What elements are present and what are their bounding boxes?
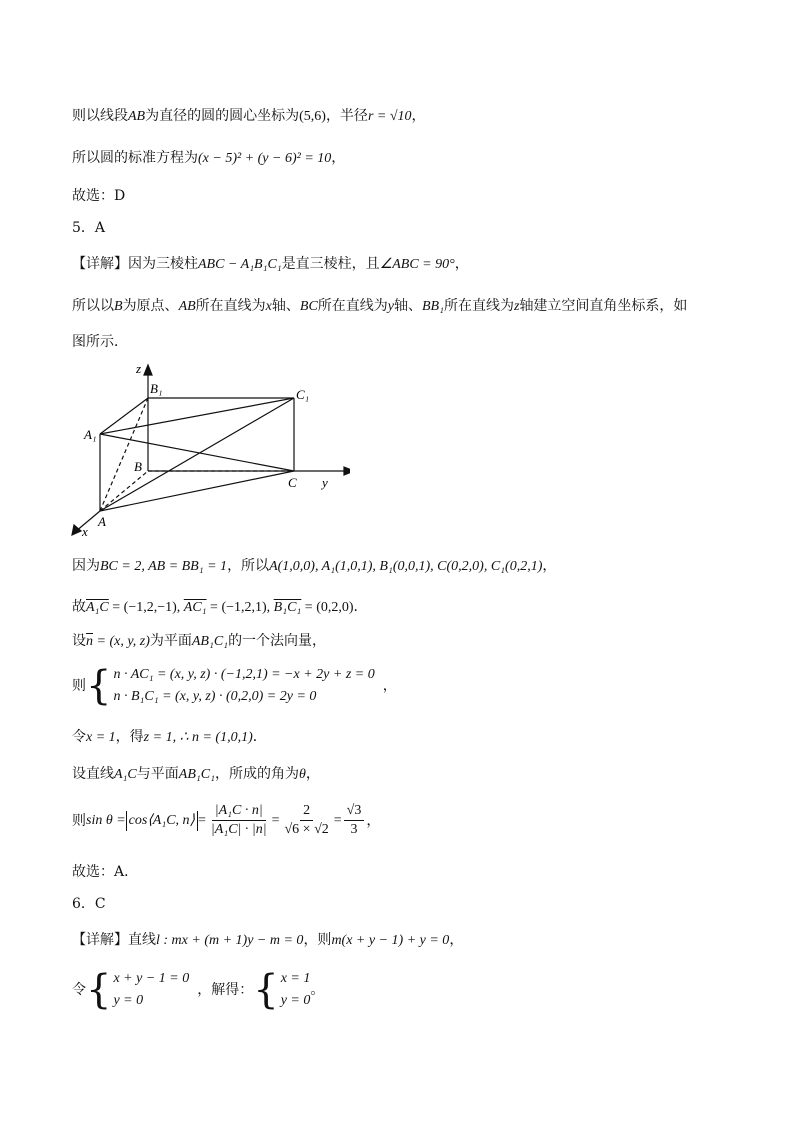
math: ABC − A₁B₁C₁ [198, 257, 282, 272]
vector: A₁C [86, 600, 109, 615]
text-line-13 [72, 764, 320, 785]
text-line-6 [72, 296, 687, 317]
edge-A-B1 [100, 398, 148, 511]
numerator: |A₁C · n| [212, 802, 266, 821]
text: 为平面 [149, 633, 192, 649]
text: ，半径 [325, 108, 368, 124]
math: y [387, 299, 394, 314]
math: A₁C [114, 767, 137, 782]
math: = [198, 812, 206, 828]
label-B1: B₁ [150, 381, 163, 396]
text: ，则 [303, 932, 332, 948]
y-arrow [344, 467, 350, 475]
text: 令 [72, 982, 86, 998]
math: AB₁C₁ [191, 634, 229, 649]
text-line-9 [72, 597, 368, 618]
question-5-header: 5．A [72, 220, 106, 236]
denominator: √6 × √2 [284, 822, 329, 837]
x-arrow [72, 525, 81, 535]
math: r = √10 [367, 109, 412, 124]
text: ， [382, 678, 397, 694]
text: ，得 [115, 729, 144, 745]
text: 则 [72, 678, 86, 694]
math: z = 1, ∴ n = (1,0,1) [143, 730, 253, 745]
text: 为直径的圆的圆心坐标为 [145, 108, 300, 124]
denominator: 3 [350, 822, 358, 837]
math: = (−1,2,1), [206, 600, 274, 615]
label-B: B [134, 459, 142, 474]
text: 所在直线为 [317, 298, 388, 314]
text-line-17 [72, 930, 463, 951]
math: BC [299, 299, 318, 314]
math: AB [128, 109, 146, 124]
tag: 【详解】 [72, 932, 128, 948]
brace: { [86, 967, 112, 1013]
label-A1: A₁ [84, 427, 97, 442]
math: sin θ = [86, 812, 126, 828]
prism-figure [60, 355, 350, 540]
math: = (x, y, z) [93, 634, 150, 649]
text: 直线 [128, 932, 156, 948]
text: ． [252, 729, 267, 745]
math: BB₁ [422, 299, 444, 314]
system-rows [281, 968, 311, 1012]
math: B [114, 299, 123, 314]
text: 因为 [72, 558, 100, 574]
math: θ [298, 767, 306, 782]
math: x = 1 [86, 730, 116, 745]
label-x: x [82, 524, 88, 539]
brace: { [86, 663, 112, 709]
z-arrow [144, 365, 152, 375]
text: ， [542, 558, 557, 574]
system-row: y = 0 [280, 993, 311, 1008]
text: 所以以 [72, 298, 114, 314]
text: 设直线 [72, 766, 114, 782]
text-line-12 [72, 727, 267, 748]
math: ∠ABC = 90° [379, 257, 455, 272]
system-row: x = 1 [280, 971, 311, 986]
text: 所在直线为 [443, 298, 514, 314]
vector: AC₁ [183, 600, 207, 615]
text: 设 [72, 633, 86, 649]
edge-A1-C [100, 434, 294, 471]
text: ， [331, 150, 346, 166]
text-line-5 [72, 254, 469, 275]
tag: 【详解】 [72, 256, 128, 272]
vector: B₁C₁ [273, 600, 302, 615]
math: x [265, 299, 272, 314]
math: A(1,0,0), A₁(1,0,1), B₁(0,0,1), C(0,2,0), C₁(0,2,1) [269, 559, 543, 574]
numerator: 2 [300, 802, 313, 821]
text: 为原点、 [122, 298, 179, 314]
text: ，所以 [227, 558, 270, 574]
text-line-11 [72, 664, 397, 708]
brace: { [253, 967, 279, 1013]
system-row: n · AC₁ = (x, y, z) · (−1,2,1) = −x + 2y + z = 0 [113, 667, 375, 682]
edge-A1-C1 [100, 398, 294, 434]
math: BC = 2, AB = BB₁ = 1 [100, 559, 228, 574]
system-row: x + y − 1 = 0 [113, 971, 190, 986]
text: ， [366, 812, 381, 829]
text-line-8 [72, 556, 556, 577]
text-line-3: 故选：D [72, 188, 126, 204]
text: 轴、 [394, 298, 422, 314]
text: 因为三棱柱 [128, 256, 198, 272]
math: AB₁C₁ [178, 767, 215, 782]
text: ， [449, 932, 464, 948]
label-C: C [288, 475, 297, 490]
system-row: y = 0 [113, 993, 144, 1008]
fraction-1 [208, 802, 270, 839]
math: (5,6) [299, 109, 326, 124]
text: ． [353, 599, 368, 615]
math: l : mx + (m + 1)y − m = 0 [156, 933, 304, 948]
edge-A-B [100, 471, 148, 511]
numerator: √3 [344, 802, 365, 821]
text-line-14 [72, 802, 380, 839]
text: 轴、 [271, 298, 300, 314]
text: 的一个法向量， [228, 633, 327, 649]
text-line-7: 图所示． [72, 334, 128, 350]
text: 所以圆的标准方程为 [72, 150, 198, 166]
edge-A-C1 [100, 398, 294, 511]
text-line-15: 故选：A． [72, 864, 139, 880]
text: 。 [310, 982, 325, 998]
fraction-3 [344, 802, 365, 839]
math: = (0,2,0) [301, 600, 354, 615]
text: ， [454, 256, 469, 272]
denominator: |A₁C| · |n| [210, 822, 267, 837]
system-row: n · B₁C₁ = (x, y, z) · (0,2,0) = 2y = 0 [113, 689, 317, 704]
edge-A-C [100, 471, 294, 511]
math: (x − 5)² + (y − 6)² = 10 [198, 151, 332, 166]
math: = [271, 812, 280, 828]
text: 故 [72, 599, 86, 615]
text: 是直三棱柱，且 [281, 256, 380, 272]
math: = [333, 812, 342, 828]
math: m(x + y − 1) + y = 0 [331, 933, 450, 948]
math: AB [178, 299, 196, 314]
edge-A1-B1 [100, 398, 148, 434]
fraction-2 [281, 802, 331, 839]
label-y: y [322, 475, 328, 490]
text: 轴建立空间直角坐标系，如 [519, 298, 688, 314]
text: 所在直线为 [195, 298, 266, 314]
system-rows [113, 968, 189, 1012]
text-line-10 [72, 631, 326, 652]
text: ， [305, 766, 320, 782]
text: 则以线段 [72, 108, 128, 124]
text-line-1 [72, 106, 426, 127]
solution-system [253, 968, 310, 1012]
text: ，所成的角为 [214, 766, 299, 782]
label-C1: C₁ [296, 387, 310, 402]
system-rows [113, 664, 374, 708]
math: z [513, 299, 520, 314]
text-line-18 [72, 968, 324, 1012]
text: 令 [72, 729, 86, 745]
question-6-header: 6．C [72, 896, 106, 912]
label-z: z [136, 361, 142, 376]
text: ， [411, 108, 426, 124]
text: 与平面 [136, 766, 179, 782]
text: 则 [72, 812, 86, 829]
text-line-2 [72, 148, 345, 169]
equation-system [86, 968, 189, 1012]
math: = (−1,2,−1), [108, 600, 184, 615]
equation-system [86, 664, 375, 708]
math: cos⟨A₁C, n⟩ [126, 811, 198, 831]
label-A: A [98, 514, 106, 529]
text: ，解得： [197, 982, 254, 998]
vector: $\overline{n}$ [86, 634, 93, 649]
